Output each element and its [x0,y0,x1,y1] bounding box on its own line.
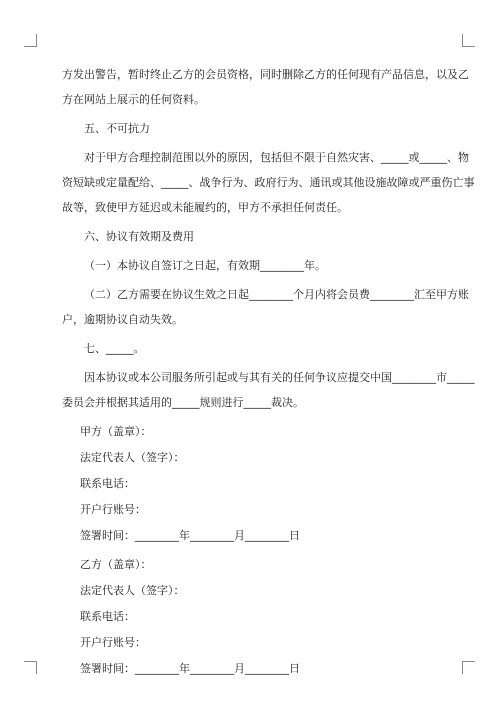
section-heading-force-majeure: 五、不可抗力 [84,122,150,135]
party-a-sign-date: 签署时间：________年________月________日 [80,529,300,542]
party-b-representative: 法定代表人（签字）： [80,584,185,597]
document-body [62,66,475,677]
crop-mark-top-left [24,34,37,47]
signature-block-party-a [62,423,442,544]
party-a-representative: 法定代表人（签字）： [80,451,185,464]
party-a-seal: 甲方（盖章）： [80,425,152,438]
party-b-phone: 联系电话： [80,610,135,623]
section-heading-seven: 七、_____。 [84,342,145,355]
paragraph-line: 资短缺或定量配给、_____、战争行为、政府行为、通讯或其他设施故障或严重伤亡事 [62,176,475,189]
section-heading-term-and-fees: 六、协议有效期及费用 [84,230,194,243]
party-a-phone: 联系电话： [80,477,135,490]
paragraph-line: 方在网站上展示的任何资料。 [62,93,205,106]
party-b-sign-date: 签署时间：________年________月________日 [80,662,300,675]
signature-block-party-b [62,556,442,677]
paragraph-line: 方发出警告，暂时终止乙方的会员资格，同时删除乙方的任何现有产品信息，以及乙 [62,68,469,81]
party-a-bank-account: 开户行账号： [80,503,146,516]
party-b-seal: 乙方（盖章）： [80,558,152,571]
party-b-bank-account: 开户行账号： [80,636,146,649]
crop-mark-bottom-left [24,661,37,674]
paragraph-line: 户，逾期协议自动失效。 [62,313,183,326]
paragraph-line: 因本协议或本公司服务所引起或与其有关的任何争议应提交中国________市_____ [84,371,475,384]
paragraph-line: 故等，致使甲方延迟或未能履约的，甲方不承担任何责任。 [62,201,348,214]
crop-mark-top-right [462,34,475,47]
paragraph-line: 委员会并根据其适用的_____规则进行_____裁决。 [62,396,304,409]
clause-fee: （二）乙方需要在协议生效之日起________个月内将会员费________汇至甲方账 [84,288,469,301]
crop-mark-bottom-right [462,661,475,674]
paragraph-line: 对于甲方合理控制范围以外的原因，包括但不限于自然灾害、_____或_____、物 [84,151,469,164]
clause-term: （一）本协议自签订之日起，有效期________年。 [84,259,326,272]
